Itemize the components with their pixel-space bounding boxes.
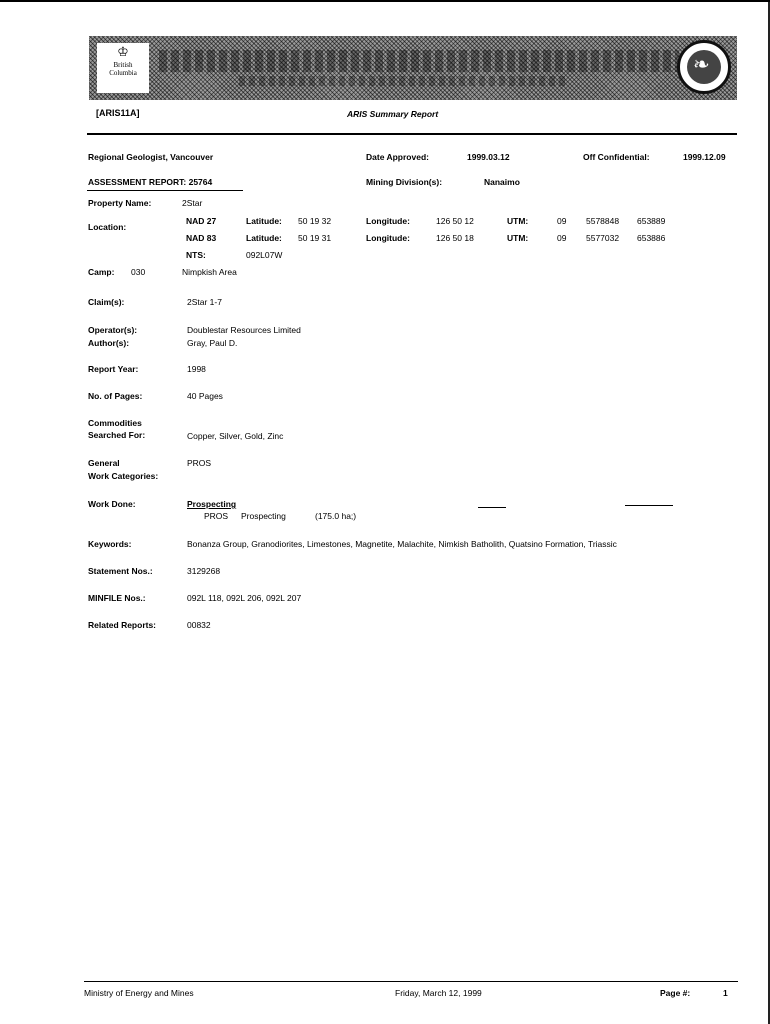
work-done-label: Work Done: <box>88 499 136 509</box>
minfile-value: 092L 118, 092L 206, 092L 207 <box>187 593 302 603</box>
utm-label: UTM: <box>507 233 529 243</box>
off-confidential-value: 1999.12.09 <box>683 152 726 162</box>
header-banner <box>89 36 737 100</box>
date-approved-value: 1999.03.12 <box>467 152 510 162</box>
bird-icon: ❧ <box>693 54 710 76</box>
claims-label: Claim(s): <box>88 297 125 307</box>
latitude-label: Latitude: <box>246 233 282 243</box>
utm-northing: 5578848 <box>586 216 620 226</box>
related-label: Related Reports: <box>88 620 157 630</box>
general-label-1: General <box>88 458 120 468</box>
mining-division-label: Mining Division(s): <box>366 177 443 187</box>
header-rule <box>87 133 737 135</box>
regional-geologist: Regional Geologist, Vancouver <box>88 152 214 162</box>
camp-label: Camp: <box>88 267 115 277</box>
bc-logo <box>97 43 149 93</box>
general-value: PROS <box>187 458 212 468</box>
date-approved-label: Date Approved: <box>366 152 429 162</box>
keywords-label: Keywords: <box>88 539 132 549</box>
author-label: Author(s): <box>88 338 130 348</box>
off-confidential-label: Off Confidential: <box>583 152 650 162</box>
utm-easting: 653889 <box>637 216 666 226</box>
location-label: Location: <box>88 222 127 232</box>
general-label-2: Work Categories: <box>88 471 159 481</box>
commodities-label-1: Commodities <box>88 418 142 428</box>
report-year-label: Report Year: <box>88 364 139 374</box>
latitude-value: 50 19 31 <box>298 233 332 243</box>
pages-label: No. of Pages: <box>88 391 143 401</box>
utm-easting: 653886 <box>637 233 666 243</box>
logo-line-1: British <box>113 61 133 69</box>
scan-artifact-line <box>478 507 506 508</box>
scan-artifact-line <box>625 505 673 506</box>
pages-value: 40 Pages <box>187 391 223 401</box>
report-code: [ARIS11A] <box>96 108 140 118</box>
assessment-underline <box>87 190 243 191</box>
utm-northing: 5577032 <box>586 233 620 243</box>
logo-line-2: Columbia <box>109 69 137 77</box>
nts-value: 092L07W <box>246 250 283 260</box>
footer-page-number: 1 <box>723 988 728 998</box>
crown-icon: ♔ <box>117 44 129 59</box>
operator-label: Operator(s): <box>88 325 138 335</box>
work-done-heading: Prospecting <box>187 499 237 509</box>
commodities-label-2: Searched For: <box>88 430 146 440</box>
report-title: ARIS Summary Report <box>347 109 439 119</box>
statement-label: Statement Nos.: <box>88 566 153 576</box>
nts-label: NTS: <box>186 250 206 260</box>
claims-value: 2Star 1-7 <box>187 297 222 307</box>
property-name-value: 2Star <box>182 198 203 208</box>
minfile-label: MINFILE Nos.: <box>88 593 146 603</box>
property-name-label: Property Name: <box>88 198 152 208</box>
datum-nad83: NAD 83 <box>186 233 217 243</box>
camp-name: Nimpkish Area <box>182 267 237 277</box>
work-done-desc: Prospecting <box>241 511 286 521</box>
footer-page-label: Page #: <box>660 988 691 998</box>
utm-label: UTM: <box>507 216 529 226</box>
banner-texture <box>159 50 679 72</box>
latitude-label: Latitude: <box>246 216 282 226</box>
ministry-seal-icon <box>677 40 731 94</box>
operator-value: Doublestar Resources Limited <box>187 325 301 335</box>
latitude-value: 50 19 32 <box>298 216 332 226</box>
datum-nad27: NAD 27 <box>186 216 217 226</box>
footer-ministry: Ministry of Energy and Mines <box>84 988 194 998</box>
statement-value: 3129268 <box>187 566 221 576</box>
longitude-value: 126 50 12 <box>436 216 474 226</box>
keywords-value: Bonanza Group, Granodiorites, Limestones, Magnetite, Malachite, Nimkish Batholith, Quatsino Formation, Triassic <box>187 539 617 549</box>
report-year-value: 1998 <box>187 364 206 374</box>
top-border <box>0 0 770 2</box>
work-done-code: PROS <box>204 511 229 521</box>
camp-code: 030 <box>131 267 146 277</box>
longitude-label: Longitude: <box>366 233 410 243</box>
footer-rule <box>84 981 738 982</box>
related-value: 00832 <box>187 620 211 630</box>
longitude-label: Longitude: <box>366 216 410 226</box>
assessment-report: ASSESSMENT REPORT: 25764 <box>88 177 213 187</box>
footer-date: Friday, March 12, 1999 <box>395 988 482 998</box>
work-done-area: (175.0 ha;) <box>315 511 357 521</box>
utm-zone: 09 <box>557 216 567 226</box>
mining-division-value: Nanaimo <box>484 177 520 187</box>
commodities-value: Copper, Silver, Gold, Zinc <box>187 431 284 441</box>
author-value: Gray, Paul D. <box>187 338 238 348</box>
utm-zone: 09 <box>557 233 567 243</box>
banner-texture-sub <box>239 76 569 86</box>
longitude-value: 126 50 18 <box>436 233 474 243</box>
